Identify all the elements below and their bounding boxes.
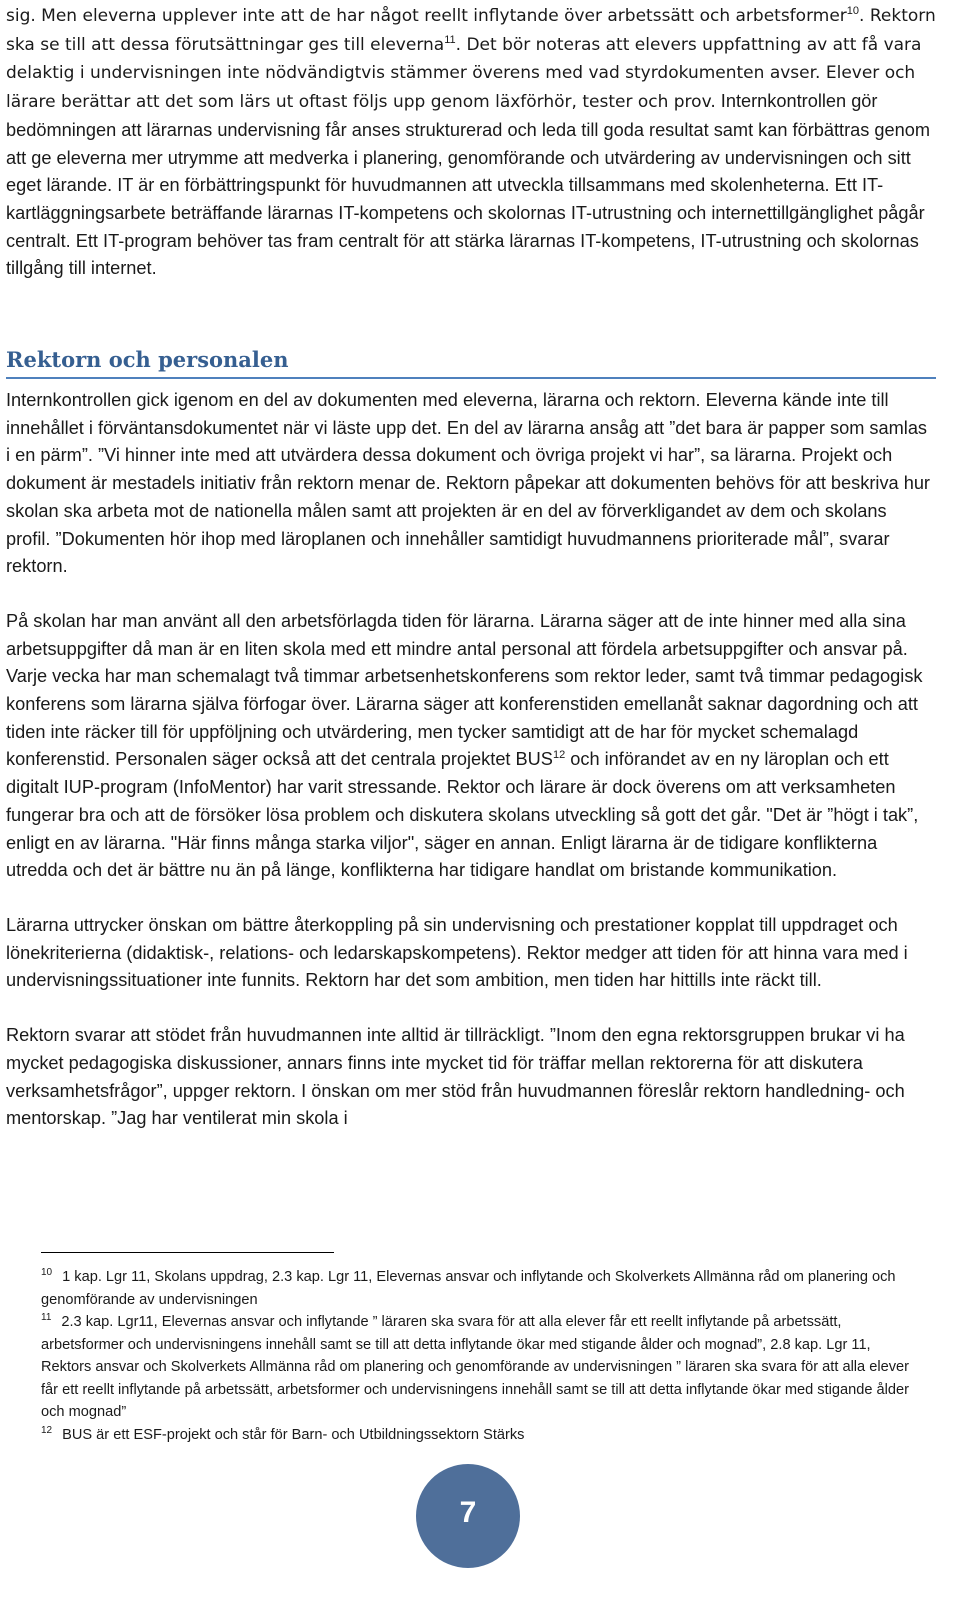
paragraph-documents: Internkontrollen gick igenom en del av dokumenten med eleverna, lärarna och rektorn. Eleverna kände inte till innehållet i förväntansdokumentet när vi läste upp det. En del av lärarna ansåg att ”det bara är papper som samlas i en pärm”. ”Vi hinner inte med att utvärdera dessa dokument och övriga projekt vi har”, sa lärarna. Projekt och dokument är mestadels initiativ från rektorn menar de. Rektorn påpekar att dokumenten behövs för att beskriva hur skolan ska arbeta mot de nationella målen samt att projekten är en del av förverkligandet av dem och skolans profil. ”Dokumenten hör ihop med läroplanen och innehåller samtidigt huvudmannens prioriterade mål”, svarar rektorn. [6, 390, 930, 577]
intro-text-d: Internkontrollen gör bedömningen att lärarnas undervisning får anses strukturerad och leda till goda resultat samt kan förbättras genom att ge eleverna mer utrymme att medverka i planering, genomförande och utvärdering av undervisningen och sitt eget lärande. IT är en förbättringspunkt för huvudmannen att utveckla tillsammans med skolenheterna. Ett IT-kartläggningsarbete beträffande lärarnas IT-kompetens och skolornas IT-utrustning och internettillgänglighet pågår centralt. Ett IT-program behöver tas fram centralt för att stärka lärarnas IT-kompetens, IT-utrustning och skolornas tillgång till internet. [6, 91, 931, 279]
working-time-text-b: och införandet av en ny läroplan och ett digitalt IUP-program (InfoMentor) har varit stressande. Rektor och lärare är dock överens om att verksamheten fungerar bra och att de försöker lösa problem och diskutera skolans utveckling så gott det går. "Det är ”högt i tak”, enligt en av lärarna. "Här finns många starka viljor", säger en annan. Enligt lärarna är de tidigare konflikterna utredda och det är bättre nu än på länge, konflikterna har tidigare handlat om bristande kommunikation. [6, 749, 919, 881]
footnote-ref-11[interactable]: 11 [444, 33, 456, 46]
footnote-10 [41, 1266, 921, 1311]
footnote-number: 11 [41, 1312, 52, 1323]
footnote-11 [41, 1311, 921, 1424]
footnote-number: 12 [41, 1424, 53, 1436]
document-page [6, 0, 936, 1133]
footnote-separator [41, 1252, 334, 1253]
intro-text-b: . Rektorn ska se till att dessa förutsättningar ges till eleverna [6, 6, 936, 55]
section-heading: Rektorn och personalen [6, 345, 936, 379]
intro-text-a: sig. Men eleverna upplever inte att de har något reellt inflytande över arbetssätt och arbetsformer [6, 6, 847, 26]
footnote-12 [41, 1424, 921, 1447]
footnote-ref-12[interactable]: 12 [552, 749, 566, 762]
paragraph-working-time [6, 608, 936, 885]
footnote-text: BUS är ett ESF-projekt och står för Barn- och Utbildningssektorn Stärks [62, 1426, 525, 1443]
paragraph-support: Rektorn svarar att stödet från huvudmannen inte alltid är tillräckligt. ”Inom den egna rektorsgruppen brukar vi ha mycket pedagogiska diskussioner, annars finns inte mycket tid för träffar mellan rektorerna för att diskutera verksamhetsfrågor”, uppger rektorn. I önskan om mer stöd från huvudmannen föreslår rektorn handledning- och mentorskap. ”Jag har ventilerat min skola i [6, 1025, 905, 1129]
paragraph-feedback: Lärarna uttrycker önskan om bättre återkoppling på sin undervisning och prestationer kopplat till uppdraget och lönekriterierna (didaktisk-, relations- och ledarskapskompetens). Rektor medger att tiden för att hinna vara med i undervisningssituationer inte funnits. Rektorn har det som ambition, men tiden har hittills inte räckt till. [6, 914, 908, 991]
page-number: 7 [459, 1496, 477, 1529]
footnote-number: 10 [41, 1267, 53, 1278]
footnote-text: 2.3 kap. Lgr11, Elevernas ansvar och inflytande ” läraren ska svara för att alla elever får ett reellt inflytande på arbetssätt, arbetsformer och undervisningens innehåll samt se till att detta inflytande ökar med stigande ålder och mognad”, 2.8 kap. Lgr 11, Rektors ansvar och Skolverkets Allmänna råd om planering och genomförande av undervisningen ” läraren ska svara för att alla elever får ett reellt inflytande på arbetssätt, arbetsformer och undervisningens innehåll samt se till att detta inflytande ökar med stigande ålder och mognad” [41, 1314, 909, 1420]
working-time-text-a: På skolan har man använt all den arbetsförlagda tiden för lärarna. Lärarna säger att de inte hinner med alla sina arbetsuppgifter då man är en liten skola med ett mindre antal personal att fördela arbetsuppgifter och ansvar på. Varje vecka har man schemalagt två timmar arbetsenhetskonferens som rektor leder, samt två timmar pedagogisk konferens som lärarna själva förfogar över. Lärarna säger att konferenstiden emellanåt saknar dagordning och att tiden inte räcker till för uppföljning och utvärdering, men tycker samtidigt att de har för mycket schemalagd konferenstid. Personalen säger också att det centrala projektet BUS [6, 610, 923, 770]
intro-text-c: . Det bör noteras att elevers uppfattning av att få vara delaktig i undervisningen inte nödvändigtvis stämmer överens med vad styrdokumenten avser. Elever och lärare berättar att det som lärs ut oftast följs upp genom läxförhör, tester och prov. [6, 34, 922, 113]
page-number-badge [416, 1464, 520, 1568]
footnote-ref-10[interactable]: 10 [846, 5, 860, 17]
footnotes [41, 1266, 921, 1446]
footnote-text: 1 kap. Lgr 11, Skolans uppdrag, 2.3 kap. Lgr 11, Elevernas ansvar och inflytande och Skolverkets Allmänna råd om planering och genomförande av undervisningen [41, 1269, 896, 1308]
intro-paragraph [6, 2, 936, 283]
